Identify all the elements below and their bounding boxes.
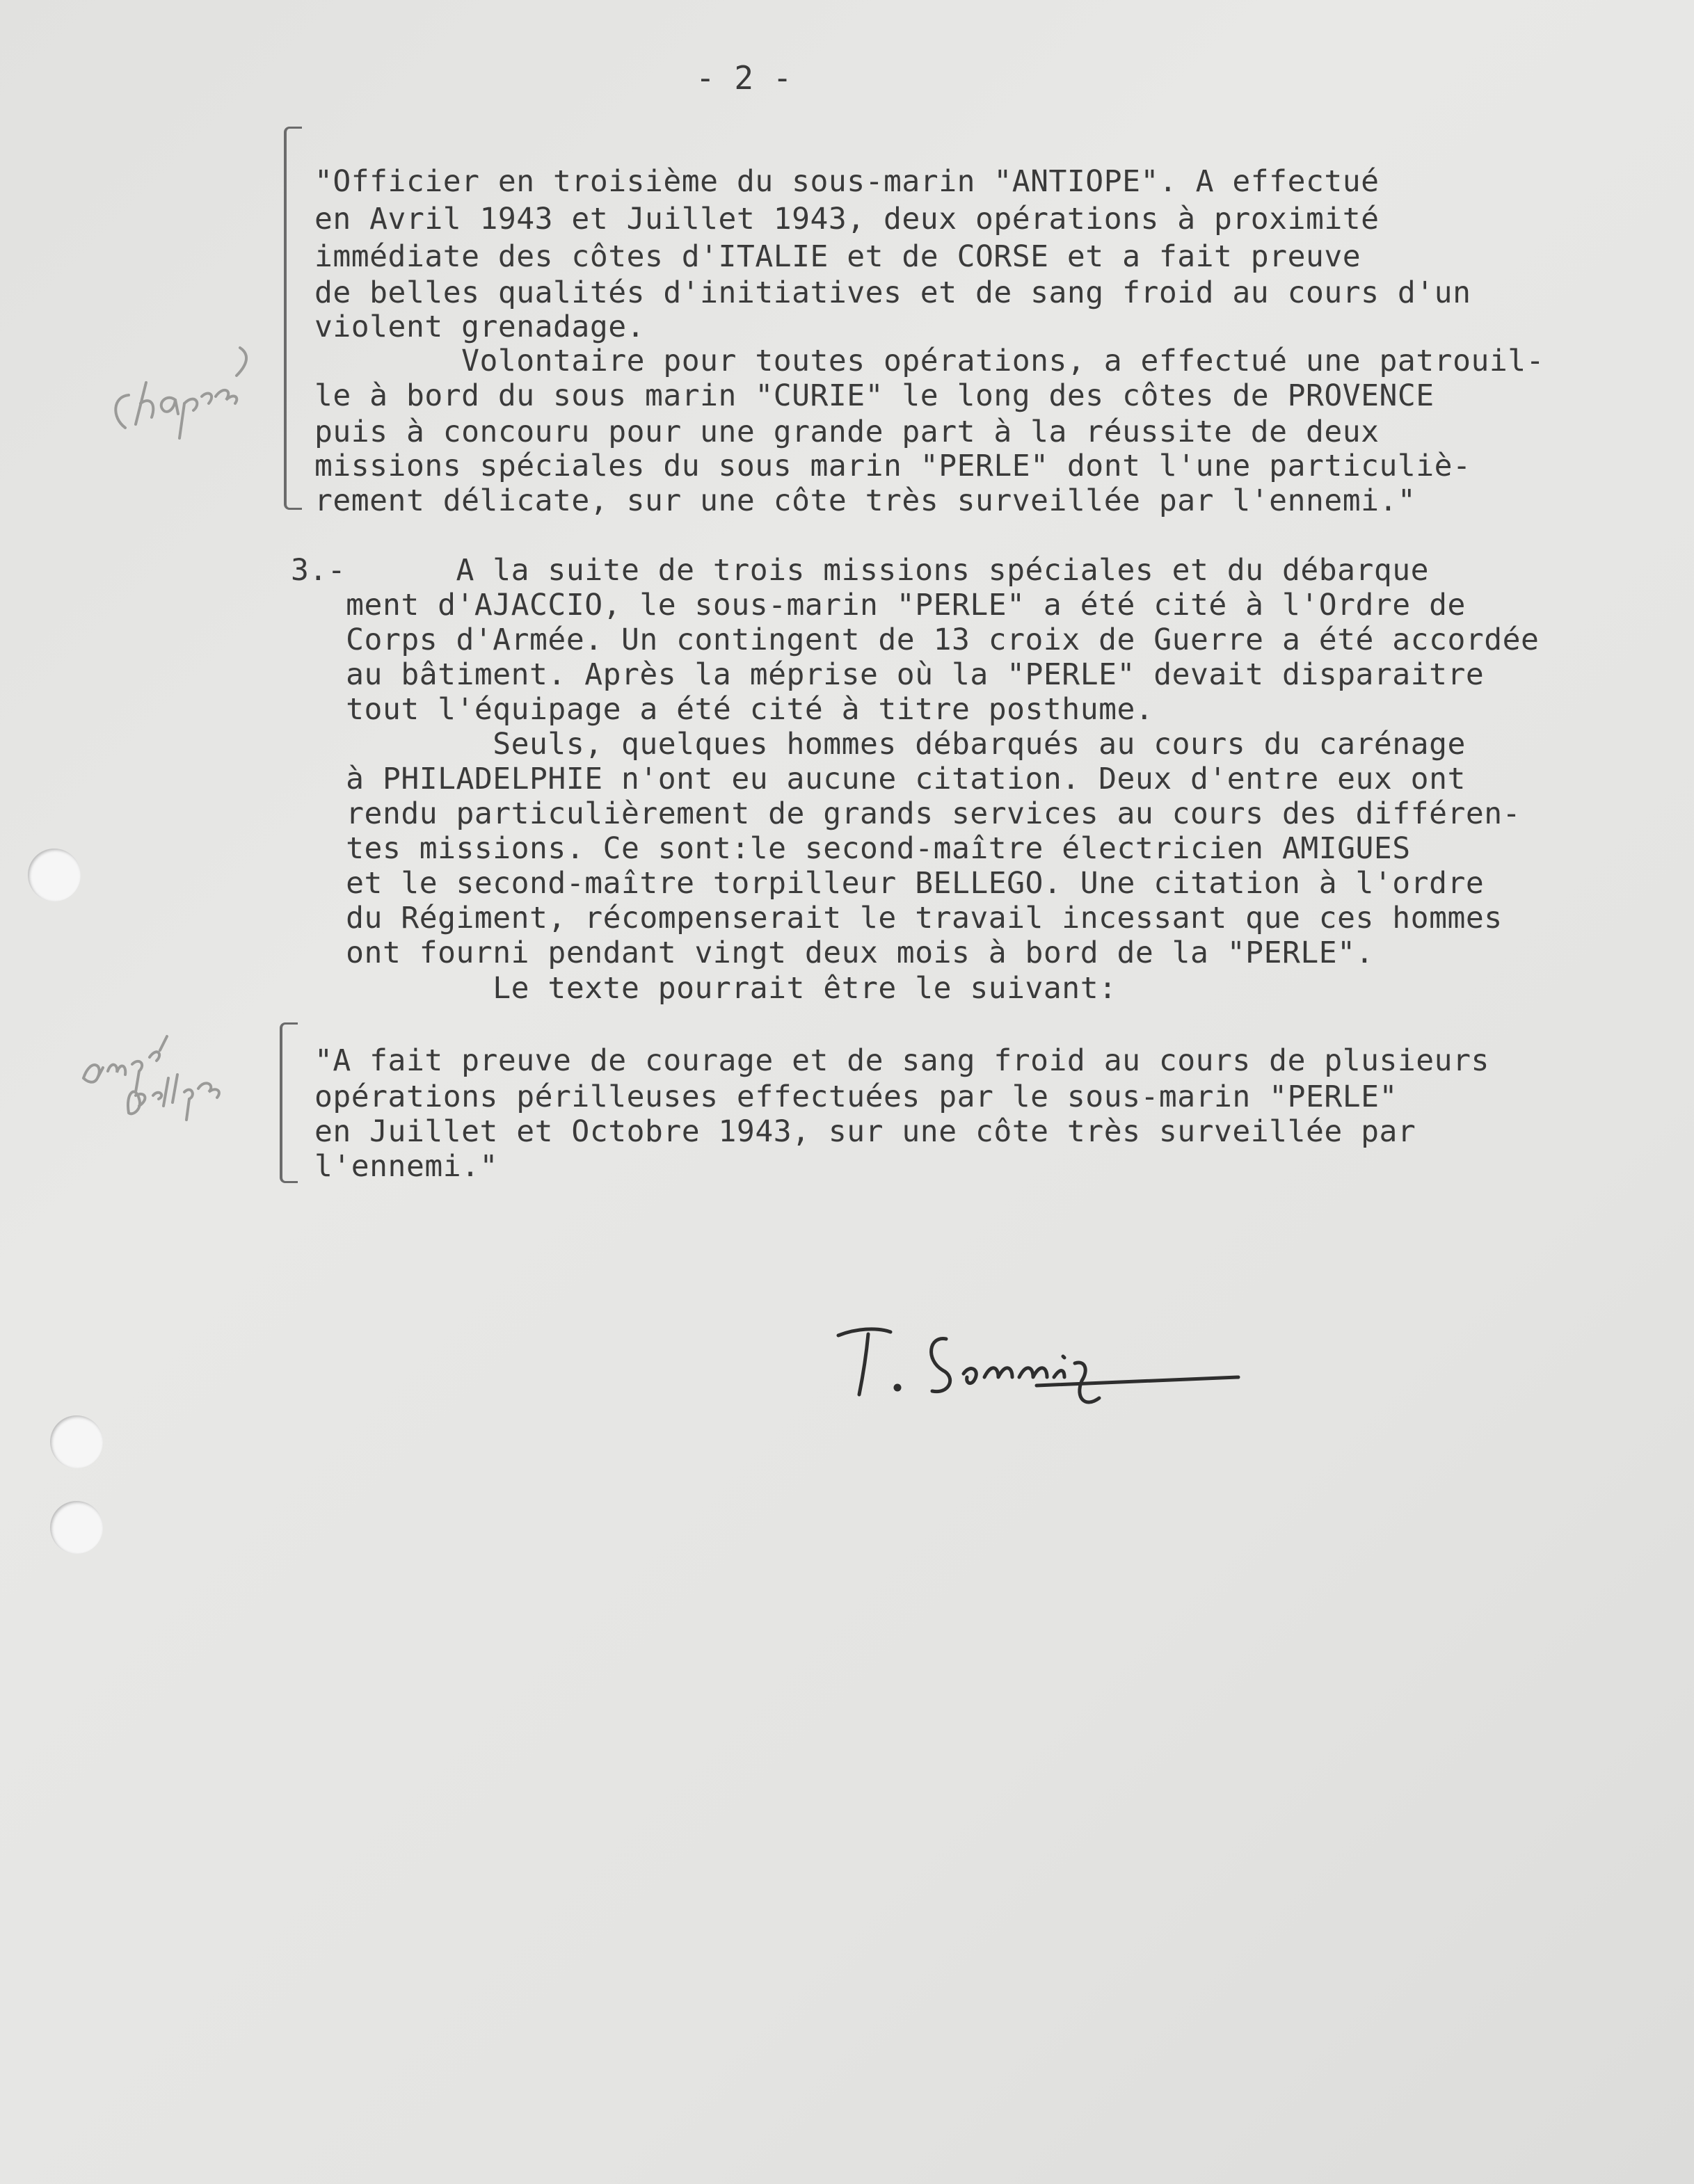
section-3-line: Seuls, quelques hommes débarqués au cours du carénage [291, 727, 1466, 762]
citation-1-line: "Officier en troisième du sous-marin "ANTIOPE". A effectué [314, 164, 1380, 199]
section-3-line: Le texte pourrait être le suivant: [291, 971, 1117, 1006]
citation-1-line: missions spéciales du sous marin "PERLE" dont l'une particuliè- [314, 449, 1471, 483]
section-3-line: Corps d'Armée. Un contingent de 13 croix de Guerre a été accordée [291, 623, 1540, 657]
citation-1-line: puis à concouru pour une grande part à la réussite de deux [314, 415, 1380, 449]
section-3-line: ont fourni pendant vingt deux mois à bord de la "PERLE". [291, 936, 1374, 970]
punch-hole-1 [28, 849, 81, 901]
citation-2-line: opérations périlleuses effectuées par le sous-marin "PERLE" [314, 1079, 1398, 1114]
signature [828, 1308, 1273, 1412]
citation-2-bracket [280, 1022, 298, 1183]
section-3-line: du Régiment, récompenserait le travail incessant que ces hommes [291, 901, 1503, 936]
punch-hole-2 [50, 1415, 103, 1468]
citation-2-line: en Juillet et Octobre 1943, sur une côte très surveillée par [314, 1114, 1416, 1149]
citation-1-line: Volontaire pour toutes opérations, a effectué une patrouil- [314, 344, 1545, 378]
citation-1-line: le à bord du sous marin "CURIE" le long des côtes de PROVENCE [314, 378, 1435, 413]
citation-1-line: violent grenadage. [314, 310, 645, 344]
section-3-line: 3.- A la suite de trois missions spéciales et du débarque [291, 553, 1430, 588]
section-3-line: tes missions. Ce sont:le second-maître électricien AMIGUES [291, 831, 1411, 866]
citation-1-line: de belles qualités d'initiatives et de sang froid au cours d'un [314, 275, 1471, 310]
section-3-line: au bâtiment. Après la méprise où la "PERLE" devait disparaitre [291, 657, 1485, 692]
handwritten-note-2 [70, 1009, 250, 1148]
citation-1-line: en Avril 1943 et Juillet 1943, deux opérations à proximité [314, 202, 1380, 236]
section-3-line: ment d'AJACCIO, le sous-marin "PERLE" a été cité à l'Ordre de [291, 588, 1466, 623]
citation-1-bracket [284, 127, 302, 510]
section-3-line: et le second-maître torpilleur BELLEGO. Une citation à l'ordre [291, 866, 1485, 901]
citation-2-line: "A fait preuve de courage et de sang froid au cours de plusieurs [314, 1043, 1489, 1078]
citation-1-line: rement délicate, sur une côte très surveillée par l'ennemi." [314, 483, 1416, 518]
citation-2-line: l'ennemi." [314, 1149, 498, 1184]
citation-1-line: immédiate des côtes d'ITALIE et de CORSE et a fait preuve [314, 239, 1361, 274]
section-3-line: tout l'équipage a été cité à titre posthume. [291, 692, 1154, 727]
handwritten-note-1 [97, 299, 264, 452]
punch-hole-3 [50, 1501, 103, 1554]
section-3-line: rendu particulièrement de grands services au cours des différen- [291, 796, 1521, 831]
page-number: - 2 - [696, 59, 792, 97]
section-3-line: à PHILADELPHIE n'ont eu aucune citation. Deux d'entre eux ont [291, 762, 1466, 796]
